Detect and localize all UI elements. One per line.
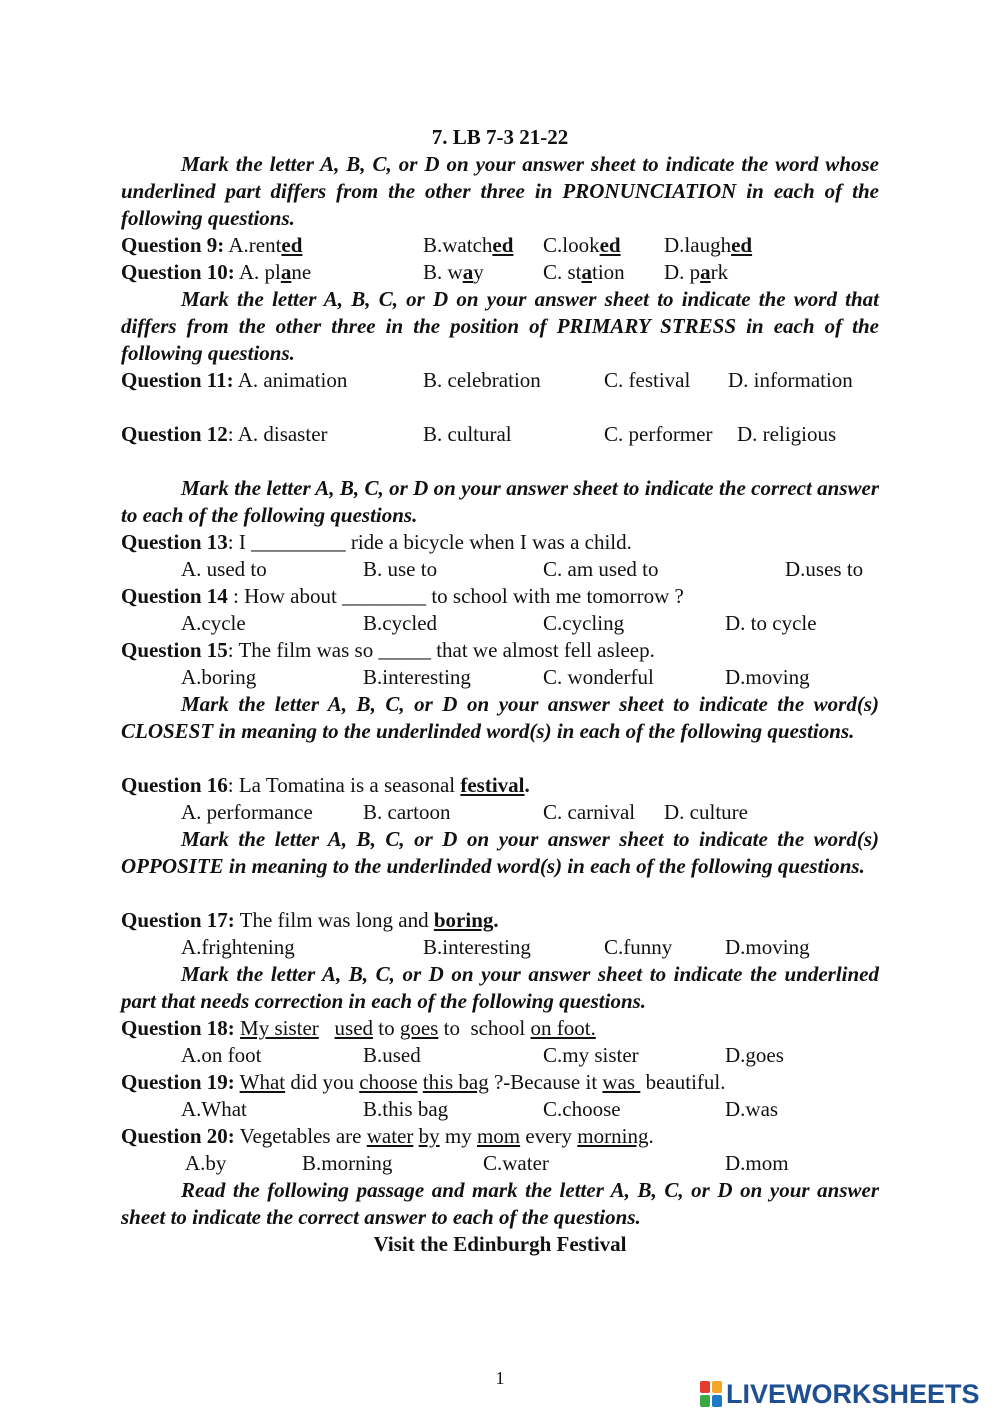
option-b[interactable]: B. use to xyxy=(363,557,438,581)
question-14: Question 14 : How about ________ to school with me tomorrow ? xyxy=(121,584,684,608)
option-b[interactable]: B. cartoon xyxy=(363,800,451,824)
instruction-reading: Read the following passage and mark the letter A, B, C, or D on your answer sheet to indicate the correct answer to each of the questions. xyxy=(121,1178,879,1229)
instruction-pronunciation: Mark the letter A, B, C, or D on your answer sheet to indicate the word whose underlined part differs from the other three in PRONUNCIATION in each of the following questions. xyxy=(121,152,879,230)
option-a[interactable]: A.What xyxy=(181,1097,247,1121)
option-d[interactable]: D.was xyxy=(725,1097,779,1121)
question-17: Question 17: The film was long and boring. xyxy=(121,908,499,932)
option-a[interactable]: A. used to xyxy=(181,557,267,581)
option-c[interactable]: C.cycling xyxy=(543,611,625,635)
option-d[interactable]: D.goes xyxy=(725,1043,784,1067)
option-b[interactable]: B.interesting xyxy=(363,665,471,689)
page-number: 1 xyxy=(495,1368,505,1388)
option-c[interactable]: C. am used to xyxy=(543,557,659,581)
option-a[interactable]: A.by xyxy=(185,1151,227,1175)
passage-title: Visit the Edinburgh Festival xyxy=(373,1232,627,1256)
option-b[interactable]: B.interesting xyxy=(423,935,531,959)
option-d[interactable]: D.uses to xyxy=(785,557,864,581)
option-b[interactable]: B.morning xyxy=(302,1151,393,1175)
option-a[interactable]: A.on foot xyxy=(181,1043,262,1067)
question-19: Question 19: What did you choose this bag ?-Because it was beautiful. xyxy=(121,1070,726,1094)
option-c[interactable]: C.my sister xyxy=(543,1043,639,1067)
instruction-closest: Mark the letter A, B, C, or D on your answer sheet to indicate the word(s) CLOSEST in meaning to the underlinded word(s) in each of the following questions. xyxy=(121,692,879,743)
instruction-opposite: Mark the letter A, B, C, or D on your answer sheet to indicate the word(s) OPPOSITE in meaning to the underlinded word(s) in each of the following questions. xyxy=(121,827,879,878)
question-20: Question 20: Vegetables are water by my mom every morning. xyxy=(121,1124,654,1148)
question-10: Question 10: A. plane B. way C. station D. park xyxy=(121,260,729,284)
key-word: festival xyxy=(460,773,525,797)
option-d[interactable]: D.mom xyxy=(725,1151,789,1175)
option-d[interactable]: D.moving xyxy=(725,665,810,689)
brand-name: LIVEWORKSHEETS xyxy=(726,1378,980,1409)
question-9: Question 9: A.rented B.watched C.looked D.laughed xyxy=(121,233,753,257)
question-11: Question 11: A. animation B. celebration C. festival D. information xyxy=(121,368,853,392)
option-a[interactable]: A.boring xyxy=(181,665,257,689)
liveworksheets-brand[interactable] xyxy=(700,1378,980,1410)
option-d[interactable]: D. to cycle xyxy=(725,611,817,635)
option-d[interactable]: D.moving xyxy=(725,935,810,959)
option-b[interactable]: B.used xyxy=(363,1043,421,1067)
liveworksheets-logo-icon xyxy=(700,1381,722,1407)
question-label: Question 9: xyxy=(121,233,225,257)
option-a[interactable]: A. performance xyxy=(181,800,313,824)
option-b[interactable]: B.this bag xyxy=(363,1097,449,1121)
option-c[interactable]: C.choose xyxy=(543,1097,621,1121)
instruction-correct-answer: Mark the letter A, B, C, or D on your answer sheet to indicate the correct answer to each of the following questions. xyxy=(121,476,879,527)
option-c[interactable]: C.water xyxy=(483,1151,549,1175)
option-b[interactable]: B.cycled xyxy=(363,611,438,635)
option-c[interactable]: C. carnival xyxy=(543,800,636,824)
question-15: Question 15: The film was so _____ that we almost fell asleep. xyxy=(121,638,655,662)
option-c[interactable]: C.funny xyxy=(604,935,673,959)
option-a[interactable]: A.frightening xyxy=(181,935,295,959)
question-12: Question 12: A. disaster B. cultural C. performer D. religious xyxy=(121,422,837,446)
instruction-stress: Mark the letter A, B, C, or D on your answer sheet to indicate the word that differs from the other three in the position of PRIMARY STRESS in each of the following questions. xyxy=(121,287,879,365)
question-13: Question 13: I _________ ride a bicycle when I was a child. xyxy=(121,530,632,554)
option-d[interactable]: D. culture xyxy=(664,800,748,824)
question-18: Question 18: My sister used to goes to school on foot. xyxy=(121,1016,596,1040)
option-c[interactable]: C. wonderful xyxy=(543,665,654,689)
key-word: boring xyxy=(433,908,494,932)
option-a[interactable]: A.cycle xyxy=(181,611,246,635)
worksheet-title: 7. LB 7-3 21-22 xyxy=(431,125,569,149)
question-16: Question 16: La Tomatina is a seasonal festival. xyxy=(121,773,530,797)
instruction-correction: Mark the letter A, B, C, or D on your answer sheet to indicate the underlined part that needs correction in each of the following questions. xyxy=(121,962,879,1013)
